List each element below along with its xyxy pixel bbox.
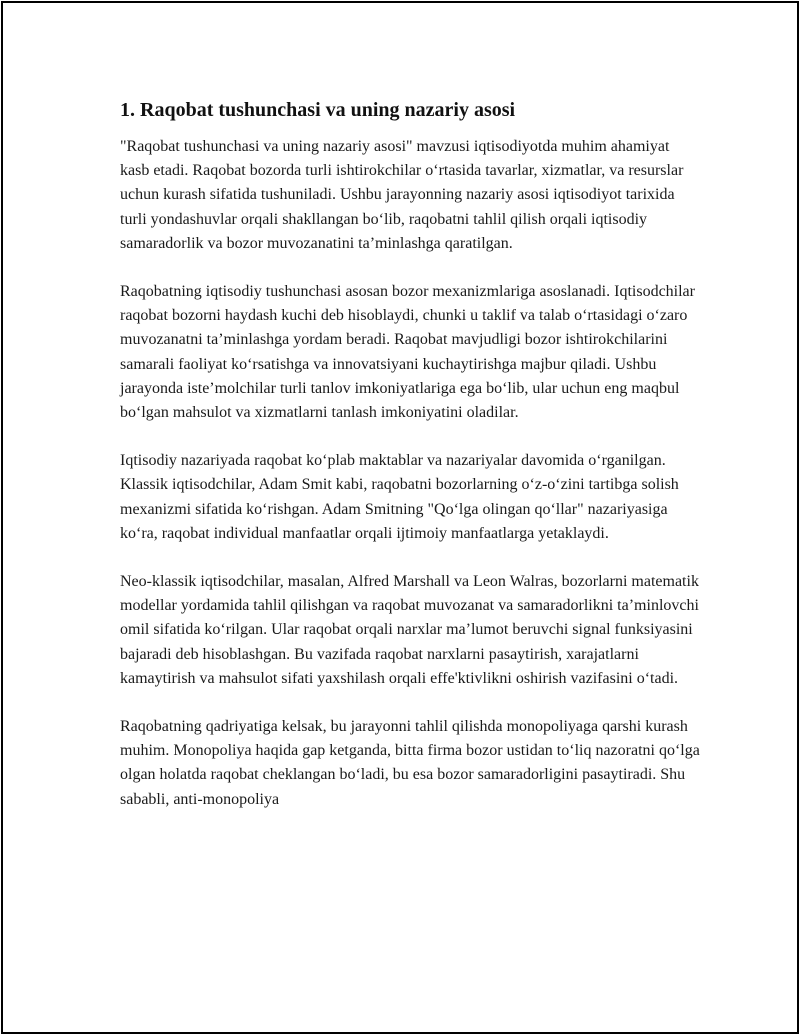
paragraph: Raqobatning iqtisodiy tushunchasi asosan bozor mexanizmlariga asoslanadi. Iqtisodchilar raqobat bozorni haydash kuchi deb hisoblaydi, chunki u taklif va talab o‘rtasidagi o‘zaro muvozanatni ta’minlashga yordam beradi. Raqobat mavjudligi bozor ishtirokchilarini samarali faoliyat ko‘rsatishga va innovatsiyani kuchaytirishga majbur qiladi. Ushbu jarayonda iste’molchilar turli tanlov imkoniyatlariga ega bo‘lib, ular uchun eng maqbul bo‘lgan mahsulot va xizmatlarni tanlash imkoniyatini oladilar. — [120, 283, 695, 422]
paragraph: Iqtisodiy nazariyada raqobat ko‘plab maktablar va nazariyalar davomida o‘rganilgan. Klassik iqtisodchilar, Adam Smit kabi, raqobatni bozorlarning o‘z-o‘zini tartibga solish mexanizmi sifatida ko‘rishgan. Adam Smitning "Qo‘lga olingan qo‘llar" nazariyasiga ko‘ra, raqobat individual manfaatlar orqali ijtimoiy manfaatlarga yetaklaydi. — [120, 452, 679, 542]
document-page — [1, 1, 799, 1034]
paragraph: "Raqobat tushunchasi va uning nazariy asosi" mavzusi iqtisodiyotda muhim ahamiyat kasb etadi. Raqobat bozorda turli ishtirokchilar o‘rtasida tavarlar, xizmatlar, va resurslar uchun kurash sifatida tushuniladi. Ushbu jarayonning nazariy asosi iqtisodiyot tarixida turli yondashuvlar orqali shakllangan bo‘lib, raqobatni tahlil qilish orqali iqtisodiy samaradorlik va bozor muvozanatini ta’minlashga qaratilgan. — [120, 138, 684, 252]
document-content — [120, 96, 700, 836]
section-heading: 1. Raqobat tushunchasi va uning nazariy asosi — [120, 99, 516, 121]
paragraph: Raqobatning qadriyatiga kelsak, bu jarayonni tahlil qilishda monopoliyaga qarshi kurash muhim. Monopoliya haqida gap ketganda, bitta firma bozor ustidan to‘liq nazoratni qo‘lga olgan holatda raqobat cheklangan bo‘ladi, bu esa bozor samaradorligini pasaytiradi. Shu sababli, anti-monopoliya — [120, 718, 700, 808]
paragraph: Neo-klassik iqtisodchilar, masalan, Alfred Marshall va Leon Walras, bozorlarni matematik modellar yordamida tahlil qilishgan va raqobat muvozanat va samaradorlikni ta’minlovchi omil sifatida ko‘rilgan. Ular raqobat orqali narxlar ma’lumot beruvchi signal funksiyasini bajaradi deb hisoblashgan. Bu vazifada raqobat narxlarni pasaytirish, xarajatlarni kamaytirish va mahsulot sifati yaxshilash orqali effe'ktivlikni oshirish vazifasini o‘tadi. — [120, 573, 699, 687]
